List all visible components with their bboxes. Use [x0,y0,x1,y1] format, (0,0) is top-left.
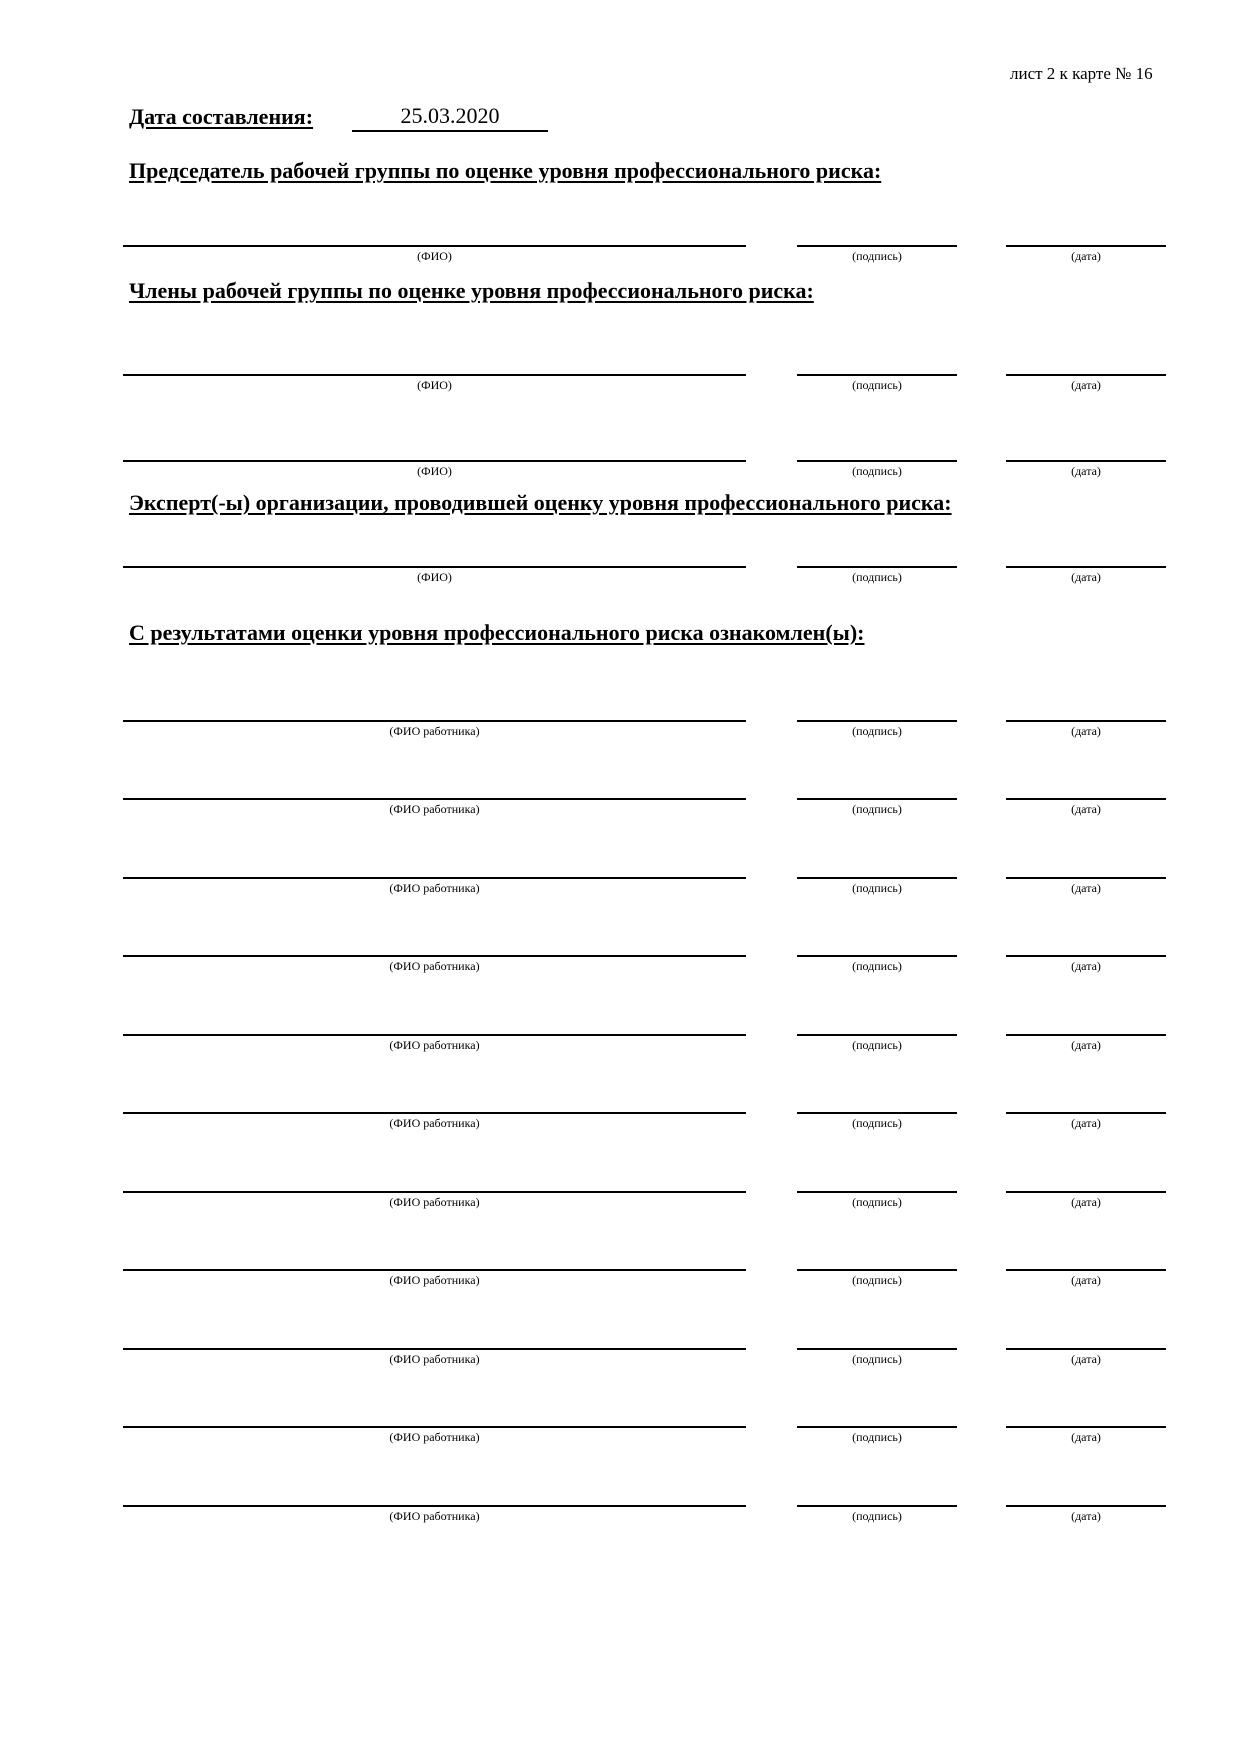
name-caption: (ФИО работника) [389,1038,480,1052]
date-line[interactable] [1006,245,1166,247]
name-caption: (ФИО работника) [389,1195,480,1209]
name-caption: (ФИО работника) [389,802,480,816]
name-caption: (ФИО) [417,570,452,584]
name-line[interactable] [123,245,746,247]
date-caption: (дата) [1071,249,1101,263]
signature-line[interactable] [797,1269,957,1271]
name-line[interactable] [123,566,746,568]
date-line[interactable] [1006,1269,1166,1271]
sheet-reference: лист 2 к карте № 16 [1010,64,1153,83]
signature-line[interactable] [797,720,957,722]
signature-caption: (подпись) [852,1038,902,1052]
name-caption: (ФИО) [417,378,452,392]
date-caption: (дата) [1071,1116,1101,1130]
date-line[interactable] [1006,798,1166,800]
date-caption: (дата) [1071,378,1101,392]
name-caption: (ФИО) [417,464,452,478]
name-line[interactable] [123,460,746,462]
name-line[interactable] [123,720,746,722]
name-line[interactable] [123,1426,746,1428]
signature-line[interactable] [797,1348,957,1350]
signature-caption: (подпись) [852,1509,902,1523]
date-line[interactable] [1006,1426,1166,1428]
name-line[interactable] [123,955,746,957]
name-line[interactable] [123,1034,746,1036]
date-line[interactable] [1006,1505,1166,1507]
date-caption: (дата) [1071,1195,1101,1209]
name-line[interactable] [123,1191,746,1193]
date-caption: (дата) [1071,1430,1101,1444]
date-line[interactable] [1006,877,1166,879]
date-line[interactable] [1006,1034,1166,1036]
date-caption: (дата) [1071,959,1101,973]
date-caption: (дата) [1071,1509,1101,1523]
signature-line[interactable] [797,1034,957,1036]
signature-line[interactable] [797,1191,957,1193]
signature-caption: (подпись) [852,464,902,478]
date-caption: (дата) [1071,802,1101,816]
name-line[interactable] [123,1505,746,1507]
signature-line[interactable] [797,566,957,568]
name-line[interactable] [123,798,746,800]
date-caption: (дата) [1071,1352,1101,1366]
signature-line[interactable] [797,798,957,800]
signature-caption: (подпись) [852,959,902,973]
date-caption: (дата) [1071,1038,1101,1052]
name-caption: (ФИО работника) [389,1509,480,1523]
signature-caption: (подпись) [852,802,902,816]
signature-line[interactable] [797,1426,957,1428]
name-line[interactable] [123,1112,746,1114]
date-line[interactable] [1006,1191,1166,1193]
name-caption: (ФИО работника) [389,1430,480,1444]
date-line[interactable] [1006,460,1166,462]
signature-caption: (подпись) [852,881,902,895]
name-caption: (ФИО работника) [389,881,480,895]
compiled-date-label: Дата составления: [129,104,314,129]
signature-caption: (подпись) [852,570,902,584]
date-line[interactable] [1006,1112,1166,1114]
signature-line[interactable] [797,374,957,376]
section-heading: С результатами оценки уровня профессионального риска ознакомлен(ы): [129,620,865,645]
date-caption: (дата) [1071,881,1101,895]
date-line[interactable] [1006,955,1166,957]
name-line[interactable] [123,877,746,879]
signature-caption: (подпись) [852,1116,902,1130]
signature-line[interactable] [797,245,957,247]
name-caption: (ФИО) [417,249,452,263]
date-caption: (дата) [1071,724,1101,738]
signature-caption: (подпись) [852,1195,902,1209]
section-heading: Эксперт(-ы) организации, проводившей оценку уровня профессионального риска: [129,490,952,515]
date-caption: (дата) [1071,1273,1101,1287]
name-caption: (ФИО работника) [389,1273,480,1287]
signature-line[interactable] [797,877,957,879]
signature-line[interactable] [797,460,957,462]
signature-line[interactable] [797,1505,957,1507]
name-caption: (ФИО работника) [389,959,480,973]
section-heading: Председатель рабочей группы по оценке уровня профессионального риска: [129,158,882,183]
date-line[interactable] [1006,566,1166,568]
compiled-date-value: 25.03.2020 [352,104,548,132]
name-line[interactable] [123,374,746,376]
signature-caption: (подпись) [852,724,902,738]
date-line[interactable] [1006,374,1166,376]
date-caption: (дата) [1071,570,1101,584]
date-line[interactable] [1006,1348,1166,1350]
name-line[interactable] [123,1348,746,1350]
section-heading: Члены рабочей группы по оценке уровня профессионального риска: [129,278,814,303]
signature-line[interactable] [797,955,957,957]
signature-caption: (подпись) [852,1430,902,1444]
signature-caption: (подпись) [852,1273,902,1287]
name-caption: (ФИО работника) [389,1352,480,1366]
name-line[interactable] [123,1269,746,1271]
name-caption: (ФИО работника) [389,724,480,738]
signature-caption: (подпись) [852,1352,902,1366]
signature-caption: (подпись) [852,249,902,263]
date-caption: (дата) [1071,464,1101,478]
signature-line[interactable] [797,1112,957,1114]
signature-caption: (подпись) [852,378,902,392]
date-line[interactable] [1006,720,1166,722]
name-caption: (ФИО работника) [389,1116,480,1130]
